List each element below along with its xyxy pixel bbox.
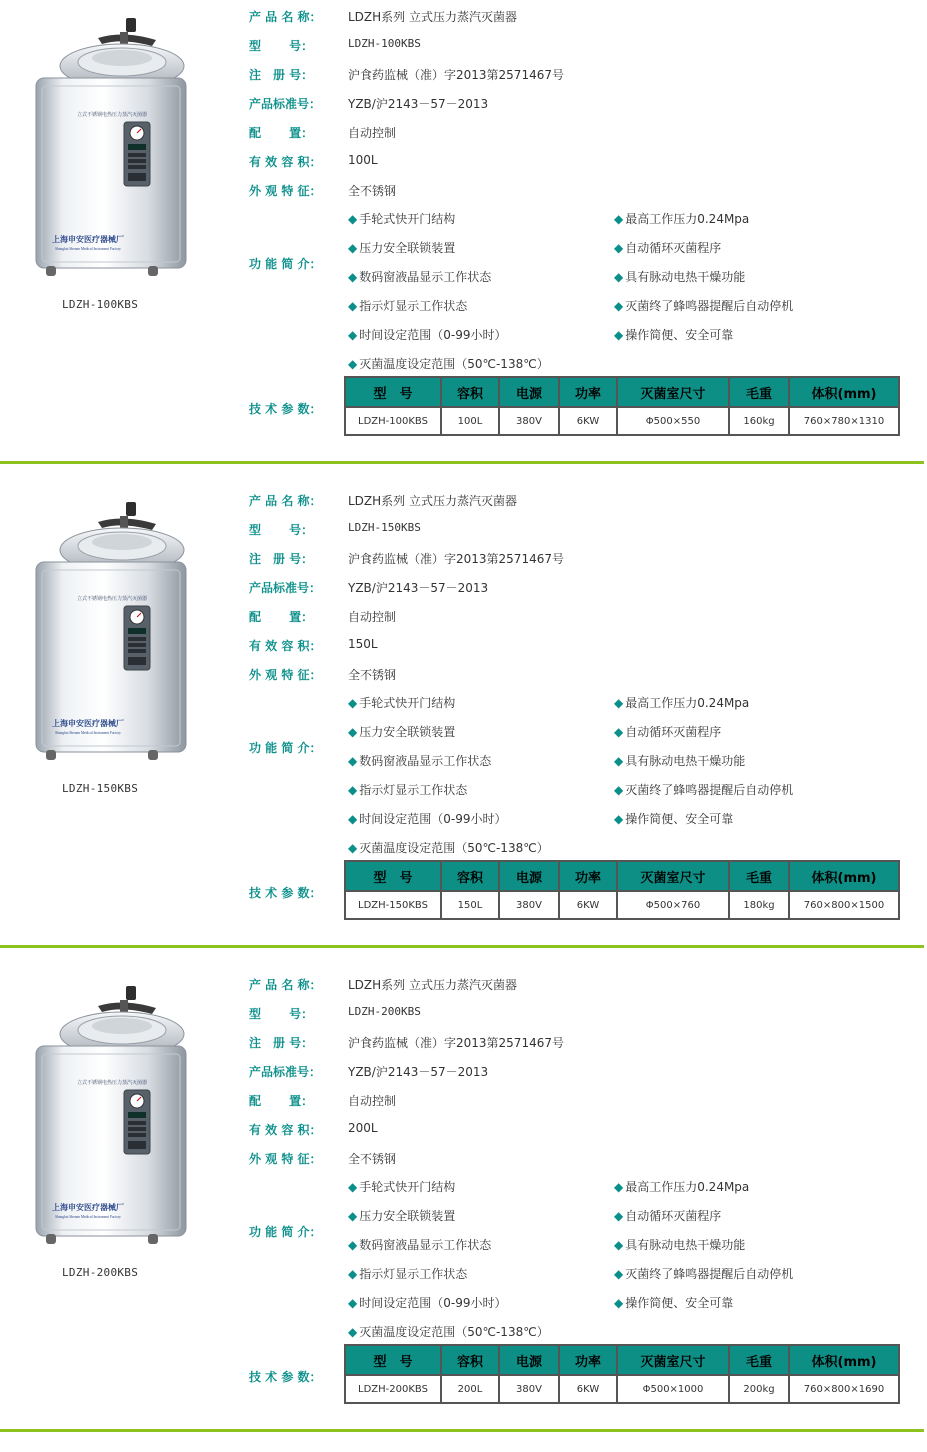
spec-table-header [345, 1345, 899, 1375]
label-appearance: 外 观 特 征： [249, 668, 322, 682]
svg-text:立式不锈钢电热压力蒸汽灭菌器: 立式不锈钢电热压力蒸汽灭菌器 [76, 596, 148, 602]
svg-text:上海申安医疗器械厂: 上海申安医疗器械厂 [52, 719, 124, 728]
product-section-1 [0, 484, 927, 968]
table-row [345, 891, 899, 919]
feature-item [348, 268, 491, 285]
spec-table [344, 1344, 900, 1404]
feature-text: 操作简便、安全可靠 [625, 1296, 734, 1310]
feature-item [614, 810, 733, 827]
feature-item [348, 297, 467, 314]
label-configuration: 配 置： [249, 126, 314, 140]
spec-table [344, 376, 900, 436]
feature-item [614, 326, 733, 343]
appearance-value: 全不锈钢 [348, 1152, 397, 1166]
svg-text:Shanghai Shenan Medical Instru: Shanghai Shenan Medical Instrument Factory [55, 247, 121, 251]
column-header: 型 号 [345, 861, 441, 891]
table-row [345, 407, 899, 435]
feature-item [348, 723, 455, 740]
diamond-bullet-icon: ◆ [348, 696, 358, 710]
product-name-value: LDZH系列 立式压力蒸汽灭菌器 [348, 494, 517, 508]
feature-text: 灭菌温度设定范围（50℃-138℃） [359, 357, 549, 371]
feature-item [348, 1265, 467, 1282]
label-registration: 注 册 号： [249, 1036, 314, 1050]
feature-text: 灭菌终了蜂鸣器提醒后自动停机 [625, 783, 794, 797]
diamond-bullet-icon: ◆ [348, 299, 358, 313]
column-header: 灭菌室尺寸 [617, 861, 729, 891]
feature-item [614, 781, 793, 798]
product-name-value: LDZH系列 立式压力蒸汽灭菌器 [348, 978, 517, 992]
product-section-2 [0, 968, 927, 1452]
feature-item [348, 781, 467, 798]
table-cell: LDZH-100KBS [345, 407, 441, 435]
feature-item [614, 210, 749, 227]
table-cell: Φ500×550 [617, 407, 729, 435]
label-registration: 注 册 号： [249, 552, 314, 566]
appearance-value: 全不锈钢 [348, 184, 397, 198]
feature-text: 操作简便、安全可靠 [625, 812, 734, 826]
table-cell: 6KW [559, 891, 617, 919]
column-header: 电源 [499, 377, 559, 407]
standard-value: YZB/沪2143－57－2013 [348, 1065, 489, 1079]
feature-item [348, 1294, 506, 1311]
spec-table [344, 860, 900, 920]
feature-item [614, 297, 793, 314]
diamond-bullet-icon: ◆ [348, 754, 358, 768]
capacity-value: 150L [348, 637, 378, 651]
feature-item [348, 752, 491, 769]
product-section-0 [0, 0, 927, 484]
configuration-value: 自动控制 [348, 610, 397, 624]
feature-text: 具有脉动电热干燥功能 [625, 754, 746, 768]
feature-text: 数码窗液晶显示工作状态 [359, 270, 492, 284]
feature-item [614, 723, 721, 740]
sterilizer-image [28, 984, 198, 1250]
table-cell: 760×800×1500 [789, 891, 899, 919]
label-model: 型 号： [249, 39, 314, 53]
feature-item [348, 210, 455, 227]
label-standard: 产品标准号： [249, 1065, 322, 1079]
table-cell: 150L [441, 891, 499, 919]
svg-text:Shanghai Shenan Medical Instru: Shanghai Shenan Medical Instrument Factory [55, 731, 121, 735]
label-capacity: 有 效 容 积： [249, 639, 322, 653]
feature-item [614, 1265, 793, 1282]
column-header: 容积 [441, 377, 499, 407]
diamond-bullet-icon: ◆ [348, 725, 358, 739]
feature-text: 压力安全联锁装置 [359, 1209, 456, 1223]
feature-item [348, 1236, 491, 1253]
diamond-bullet-icon: ◆ [348, 212, 358, 226]
feature-text: 指示灯显示工作状态 [359, 1267, 468, 1281]
feature-text: 操作简便、安全可靠 [625, 328, 734, 342]
feature-item [348, 355, 549, 372]
label-capacity: 有 效 容 积： [249, 155, 322, 169]
feature-text: 具有脉动电热干燥功能 [625, 270, 746, 284]
feature-text: 时间设定范围（0-99小时） [359, 812, 507, 826]
feature-text: 自动循环灭菌程序 [625, 241, 722, 255]
diamond-bullet-icon: ◆ [614, 783, 624, 797]
label-model: 型 号： [249, 523, 314, 537]
column-header: 电源 [499, 1345, 559, 1375]
feature-text: 自动循环灭菌程序 [625, 725, 722, 739]
section-divider [0, 1429, 924, 1432]
capacity-value: 100L [348, 153, 378, 167]
diamond-bullet-icon: ◆ [348, 357, 358, 371]
svg-text:Shanghai Shenan Medical Instru: Shanghai Shenan Medical Instrument Factory [55, 1215, 121, 1219]
diamond-bullet-icon: ◆ [348, 270, 358, 284]
diamond-bullet-icon: ◆ [614, 328, 624, 342]
spec-table-header [345, 377, 899, 407]
feature-text: 最高工作压力0.24Mpa [625, 1180, 750, 1194]
label-standard: 产品标准号： [249, 581, 322, 595]
feature-text: 手轮式快开门结构 [359, 212, 456, 226]
label-model: 型 号： [249, 1007, 314, 1021]
diamond-bullet-icon: ◆ [614, 270, 624, 284]
feature-item [614, 1236, 745, 1253]
device-caption: LDZH-200KBS [62, 1266, 139, 1279]
table-row [345, 1375, 899, 1403]
table-cell: 160kg [729, 407, 789, 435]
model-value: LDZH-200KBS [348, 1005, 421, 1018]
table-cell: 200kg [729, 1375, 789, 1403]
registration-value: 沪食药监械（准）字2013第2571467号 [348, 68, 564, 82]
feature-text: 自动循环灭菌程序 [625, 1209, 722, 1223]
feature-item [614, 1178, 749, 1195]
diamond-bullet-icon: ◆ [614, 1180, 624, 1194]
feature-item [614, 1207, 721, 1224]
sterilizer-image [28, 16, 198, 282]
feature-item [614, 694, 749, 711]
table-cell: Φ500×1000 [617, 1375, 729, 1403]
diamond-bullet-icon: ◆ [614, 1267, 624, 1281]
feature-item [348, 1178, 455, 1195]
diamond-bullet-icon: ◆ [348, 1325, 358, 1339]
feature-item [348, 694, 455, 711]
column-header: 体积(mm) [789, 861, 899, 891]
configuration-value: 自动控制 [348, 1094, 397, 1108]
feature-item [348, 810, 506, 827]
table-cell: Φ500×760 [617, 891, 729, 919]
feature-text: 手轮式快开门结构 [359, 696, 456, 710]
feature-item [348, 239, 455, 256]
column-header: 型 号 [345, 1345, 441, 1375]
capacity-value: 200L [348, 1121, 378, 1135]
diamond-bullet-icon: ◆ [348, 841, 358, 855]
column-header: 电源 [499, 861, 559, 891]
feature-text: 灭菌温度设定范围（50℃-138℃） [359, 1325, 549, 1339]
feature-item [614, 239, 721, 256]
column-header: 毛重 [729, 1345, 789, 1375]
feature-item [348, 1207, 455, 1224]
label-appearance: 外 观 特 征： [249, 184, 322, 198]
column-header: 功率 [559, 377, 617, 407]
registration-value: 沪食药监械（准）字2013第2571467号 [348, 552, 564, 566]
label-functions: 功 能 简 介： [249, 741, 322, 755]
model-value: LDZH-150KBS [348, 521, 421, 534]
column-header: 体积(mm) [789, 1345, 899, 1375]
diamond-bullet-icon: ◆ [348, 1238, 358, 1252]
diamond-bullet-icon: ◆ [614, 696, 624, 710]
diamond-bullet-icon: ◆ [614, 212, 624, 226]
feature-item [614, 752, 745, 769]
feature-text: 手轮式快开门结构 [359, 1180, 456, 1194]
diamond-bullet-icon: ◆ [348, 812, 358, 826]
label-registration: 注 册 号： [249, 68, 314, 82]
feature-text: 数码窗液晶显示工作状态 [359, 754, 492, 768]
column-header: 灭菌室尺寸 [617, 1345, 729, 1375]
model-value: LDZH-100KBS [348, 37, 421, 50]
diamond-bullet-icon: ◆ [348, 241, 358, 255]
table-cell: 200L [441, 1375, 499, 1403]
label-appearance: 外 观 特 征： [249, 1152, 322, 1166]
table-cell: 380V [499, 891, 559, 919]
label-configuration: 配 置： [249, 610, 314, 624]
table-cell: 6KW [559, 1375, 617, 1403]
column-header: 体积(mm) [789, 377, 899, 407]
label-functions: 功 能 简 介： [249, 1225, 322, 1239]
table-cell: LDZH-200KBS [345, 1375, 441, 1403]
label-product-name: 产 品 名 称： [249, 10, 322, 24]
label-capacity: 有 效 容 积： [249, 1123, 322, 1137]
label-product-name: 产 品 名 称： [249, 978, 322, 992]
diamond-bullet-icon: ◆ [348, 1267, 358, 1281]
diamond-bullet-icon: ◆ [348, 783, 358, 797]
svg-text:立式不锈钢电热压力蒸汽灭菌器: 立式不锈钢电热压力蒸汽灭菌器 [76, 1080, 148, 1086]
diamond-bullet-icon: ◆ [614, 1209, 624, 1223]
label-standard: 产品标准号： [249, 97, 322, 111]
label-tech-params: 技 术 参 数： [249, 1370, 322, 1384]
feature-text: 指示灯显示工作状态 [359, 783, 468, 797]
diamond-bullet-icon: ◆ [348, 1296, 358, 1310]
label-product-name: 产 品 名 称： [249, 494, 322, 508]
device-caption: LDZH-150KBS [62, 782, 139, 795]
column-header: 毛重 [729, 377, 789, 407]
column-header: 毛重 [729, 861, 789, 891]
column-header: 灭菌室尺寸 [617, 377, 729, 407]
feature-text: 压力安全联锁装置 [359, 241, 456, 255]
diamond-bullet-icon: ◆ [614, 241, 624, 255]
label-functions: 功 能 简 介： [249, 257, 322, 271]
diamond-bullet-icon: ◆ [614, 754, 624, 768]
column-header: 功率 [559, 861, 617, 891]
diamond-bullet-icon: ◆ [614, 725, 624, 739]
table-cell: 760×780×1310 [789, 407, 899, 435]
column-header: 型 号 [345, 377, 441, 407]
feature-text: 压力安全联锁装置 [359, 725, 456, 739]
feature-text: 具有脉动电热干燥功能 [625, 1238, 746, 1252]
diamond-bullet-icon: ◆ [348, 1209, 358, 1223]
feature-item [348, 1323, 549, 1340]
diamond-bullet-icon: ◆ [614, 1238, 624, 1252]
svg-text:上海申安医疗器械厂: 上海申安医疗器械厂 [52, 1203, 124, 1212]
feature-text: 时间设定范围（0-99小时） [359, 328, 507, 342]
label-tech-params: 技 术 参 数： [249, 402, 322, 416]
feature-text: 指示灯显示工作状态 [359, 299, 468, 313]
table-cell: 380V [499, 1375, 559, 1403]
label-tech-params: 技 术 参 数： [249, 886, 322, 900]
diamond-bullet-icon: ◆ [348, 1180, 358, 1194]
sterilizer-image [28, 500, 198, 766]
section-divider [0, 461, 924, 464]
feature-text: 灭菌温度设定范围（50℃-138℃） [359, 841, 549, 855]
standard-value: YZB/沪2143－57－2013 [348, 97, 489, 111]
section-divider [0, 945, 924, 948]
column-header: 功率 [559, 1345, 617, 1375]
label-configuration: 配 置： [249, 1094, 314, 1108]
table-cell: 6KW [559, 407, 617, 435]
feature-item [348, 839, 549, 856]
diamond-bullet-icon: ◆ [348, 328, 358, 342]
spec-table-header [345, 861, 899, 891]
registration-value: 沪食药监械（准）字2013第2571467号 [348, 1036, 564, 1050]
product-name-value: LDZH系列 立式压力蒸汽灭菌器 [348, 10, 517, 24]
configuration-value: 自动控制 [348, 126, 397, 140]
column-header: 容积 [441, 861, 499, 891]
diamond-bullet-icon: ◆ [614, 299, 624, 313]
feature-item [614, 1294, 733, 1311]
feature-text: 数码窗液晶显示工作状态 [359, 1238, 492, 1252]
diamond-bullet-icon: ◆ [614, 1296, 624, 1310]
column-header: 容积 [441, 1345, 499, 1375]
table-cell: 100L [441, 407, 499, 435]
feature-item [348, 326, 506, 343]
table-cell: 180kg [729, 891, 789, 919]
standard-value: YZB/沪2143－57－2013 [348, 581, 489, 595]
feature-text: 灭菌终了蜂鸣器提醒后自动停机 [625, 299, 794, 313]
table-cell: 380V [499, 407, 559, 435]
svg-text:上海申安医疗器械厂: 上海申安医疗器械厂 [52, 235, 124, 244]
diamond-bullet-icon: ◆ [614, 812, 624, 826]
svg-text:立式不锈钢电热压力蒸汽灭菌器: 立式不锈钢电热压力蒸汽灭菌器 [76, 112, 148, 118]
feature-text: 时间设定范围（0-99小时） [359, 1296, 507, 1310]
appearance-value: 全不锈钢 [348, 668, 397, 682]
feature-item [614, 268, 745, 285]
table-cell: 760×800×1690 [789, 1375, 899, 1403]
table-cell: LDZH-150KBS [345, 891, 441, 919]
feature-text: 最高工作压力0.24Mpa [625, 696, 750, 710]
device-caption: LDZH-100KBS [62, 298, 139, 311]
feature-text: 最高工作压力0.24Mpa [625, 212, 750, 226]
feature-text: 灭菌终了蜂鸣器提醒后自动停机 [625, 1267, 794, 1281]
